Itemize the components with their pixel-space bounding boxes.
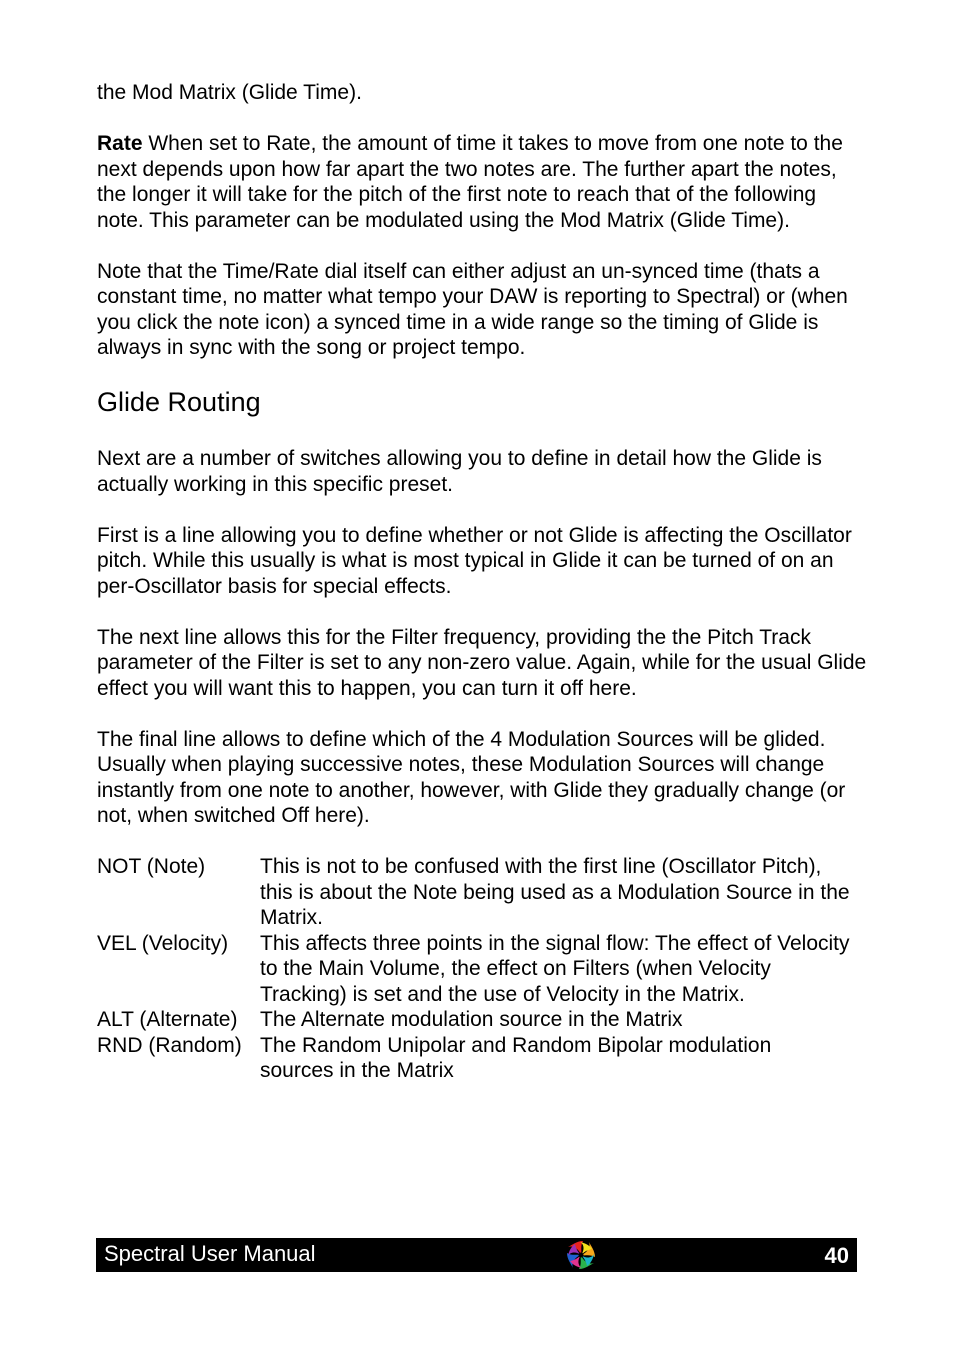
definition-desc: The Alternate modulation source in the Matrix [260, 1008, 683, 1031]
footer-title: Spectral User Manual [104, 1241, 316, 1266]
rate-label: Rate [97, 132, 143, 155]
rate-text: When set to Rate, the amount of time it takes to move from one note to the next depends upon how far apart the two notes are. The further apart the notes, the longer it will take for the pitch of the first note to reach that of the following note. This parameter can be modulated using the Mod Matrix (Glide Time). [97, 132, 843, 232]
definition-term: NOT (Note) [97, 855, 206, 878]
definitions-table [97, 854, 850, 1084]
definition-row [97, 931, 850, 1008]
paragraph-note: Note that the Time/Rate dial itself can either adjust an un-synced time (thats a constant time, no matter what tempo your DAW is reporting to Spectral) or (when you click the note icon) a synced time in a wide range so the timing of Glide is always in sync with the song or project tempo. [97, 259, 848, 359]
definition-term: ALT (Alternate) [97, 1008, 238, 1031]
footer-bar [96, 1238, 857, 1272]
section-heading: Glide Routing [97, 387, 261, 417]
definition-row [97, 1033, 850, 1084]
page-number: 40 [824, 1243, 849, 1268]
definition-desc: This affects three points in the signal flow: The effect of Velocity to the Main Volume, the effect on Filters (when Velocity Tracking) is set and the use of Velocity in the Matrix. [260, 931, 850, 1006]
paragraph-switches: Next are a number of switches allowing you to define in detail how the Glide is actually working in this specific preset. [97, 447, 822, 496]
paragraph-modulation: The final line allows to define which of the 4 Modulation Sources will be glided. Usually when playing successive notes, these Modulation Sources will change instantly from one note to another, however, with Glide they gradually change (or not, when switched Off here). [97, 727, 846, 827]
spectral-logo-icon [564, 1238, 598, 1272]
page-content [97, 80, 867, 1084]
paragraph-continued: the Mod Matrix (Glide Time). [97, 81, 362, 104]
definition-desc: The Random Unipolar and Random Bipolar modulation sources in the Matrix [260, 1033, 772, 1082]
definition-term: VEL (Velocity) [97, 931, 229, 955]
definition-row [97, 854, 850, 931]
paragraph-rate [97, 131, 867, 233]
paragraph-filter: The next line allows this for the Filter frequency, providing the the Pitch Track parameter of the Filter is set to any non-zero value. Again, while for the usual Glide effect you will want this to happen, you can turn it off here. [97, 625, 867, 700]
definition-desc: This is not to be confused with the first line (Oscillator Pitch), this is about the Note being used as a Modulation Source in the Matrix. [260, 855, 850, 929]
definition-row [97, 1007, 850, 1033]
paragraph-oscillator: First is a line allowing you to define whether or not Glide is affecting the Oscillator pitch. While this usually is what is most typical in Glide it can be turned of on an per-Oscillator basis for special effects. [97, 523, 852, 598]
definition-term: RND (Random) [97, 1033, 242, 1057]
